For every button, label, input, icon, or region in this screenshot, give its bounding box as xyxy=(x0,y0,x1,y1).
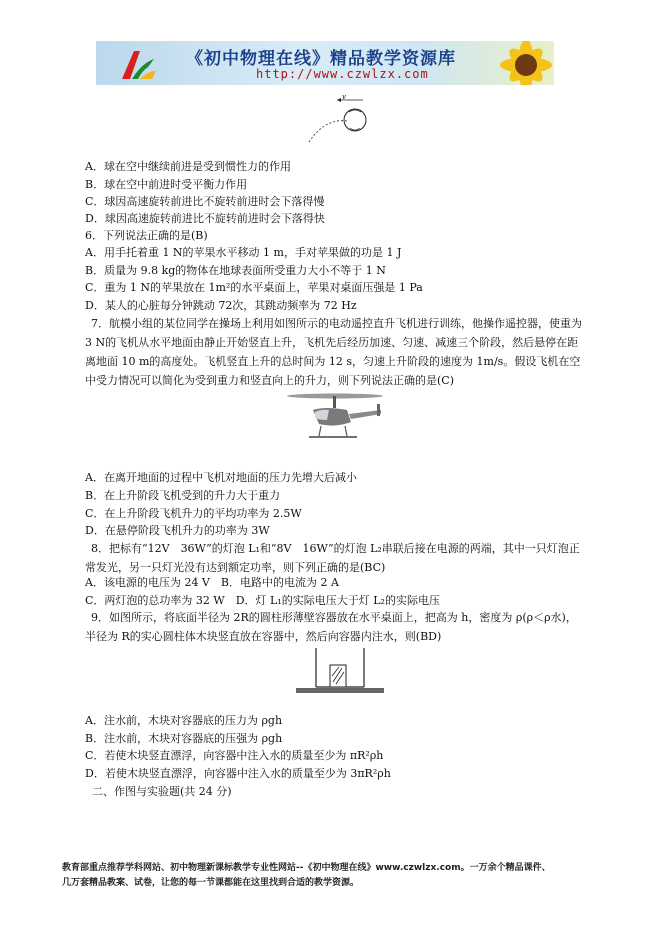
site-logo-icon xyxy=(118,45,158,83)
banner-title: 《初中物理在线》精品教学资源库 xyxy=(186,49,456,69)
q7-option-b: B．在上升阶段飞机受到的升力大于重力 xyxy=(85,489,281,502)
q9-option-b: B．注水前，木块对容器底的压强为 ρgh xyxy=(85,732,283,745)
q7-option-a: A．在离开地面的过程中飞机对地面的压力先增大后减小 xyxy=(85,471,357,484)
ball-trajectory-figure xyxy=(295,90,385,152)
sunflower-icon xyxy=(482,41,554,85)
q6-option-b: B．质量为 9.8 kg的物体在地球表面所受重力大小不等于 1 N xyxy=(85,264,386,277)
footer-line-2: 几万套精品教案、试卷，让您的每一节课都能在这里找到合适的教学资源。 xyxy=(62,878,360,888)
q6-option-a: A．用手托着重 1 N的苹果水平移动 1 m，手对苹果做的功是 1 J xyxy=(85,246,402,259)
q6-option-d: D．某人的心脏每分钟跳动 72次，其跳动频率为 72 Hz xyxy=(85,299,357,312)
q9-option-a: A．注水前，木块对容器底的压力为 ρgh xyxy=(85,714,283,727)
q5-option-b: B．球在空中前进时受平衡力作用 xyxy=(85,178,248,191)
q8-stem: 8．把标有“12V 36W”的灯泡 L₁和“8V 16W”的灯泡 L₂串联后接在电源的两端，其中一只灯泡正常发光，另一只灯光没有达到额定功率，则下列正确的是(BC) xyxy=(85,542,580,574)
section-2-heading: 二、作图与实验题(共 24 分) xyxy=(92,785,232,798)
q6-stem: 6．下列说法正确的是(B) xyxy=(85,229,208,242)
footer-line-1: 教育部重点推荐学科网站、初中物理新课标教学专业性网站--《初中物理在线》www.czwlzx.com。一万余个精品课件、 xyxy=(62,863,551,873)
q9-stem: 9．如图所示，将底面半径为 2R的圆柱形薄壁容器放在水平桌面上，把高为 h，密度为 ρ(ρ＜ρ水)，半径为 R的实心圆柱体木块竖直放在容器中，然后向容器内注水，则(BD) xyxy=(85,611,577,643)
container-figure xyxy=(296,646,384,696)
q6-option-c: C．重为 1 N的苹果放在 1m²的水平桌面上，苹果对桌面压强是 1 Pa xyxy=(85,281,423,294)
q8-option-ab: A．该电源的电压为 24 V B．电路中的电流为 2 A xyxy=(85,576,339,589)
velocity-label: v xyxy=(342,93,346,101)
page-footer xyxy=(62,861,622,891)
q5-option-a: A．球在空中继续前进是受到惯性力的作用 xyxy=(85,160,291,173)
q5-option-c: C．球因高速旋转前进比不旋转前进时会下落得慢 xyxy=(85,195,325,208)
header-banner xyxy=(96,41,554,85)
q9-option-d: D．若使木块竖直漂浮，向容器中注入水的质量至少为 3πR²ρh xyxy=(85,767,391,780)
q7-stem: 7．航模小组的某位同学在操场上利用如图所示的电动遥控直升飞机进行训练，他操作遥控器，使重为 3 N的飞机从水平地面由静止开始竖直上升，飞机先后经历加速、匀速、减速三个阶段，然后悬停在距离地面 10 m的高度处。飞机竖直上升的总时间为 12 s，匀速上升阶段的速度为 1m/s。假设飞机在空中受力情况可以简化为受到重力和竖直向上的升力，则下列说法正确的是(C) xyxy=(85,317,582,387)
helicopter-figure xyxy=(285,388,385,446)
q7-option-c: C．在上升阶段飞机升力的平均功率为 2.5W xyxy=(85,507,302,520)
q7-option-d: D．在悬停阶段飞机升力的功率为 3W xyxy=(85,524,270,537)
q9-option-c: C．若使木块竖直漂浮，向容器中注入水的质量至少为 πR²ρh xyxy=(85,749,384,762)
q5-option-d: D．球因高速旋转前进比不旋转前进时会下落得快 xyxy=(85,212,325,225)
banner-url[interactable]: http://www.czwlzx.com xyxy=(256,67,429,81)
q8-option-cd: C．两灯泡的总功率为 32 W D．灯 L₁的实际电压大于灯 L₂的实际电压 xyxy=(85,594,440,607)
